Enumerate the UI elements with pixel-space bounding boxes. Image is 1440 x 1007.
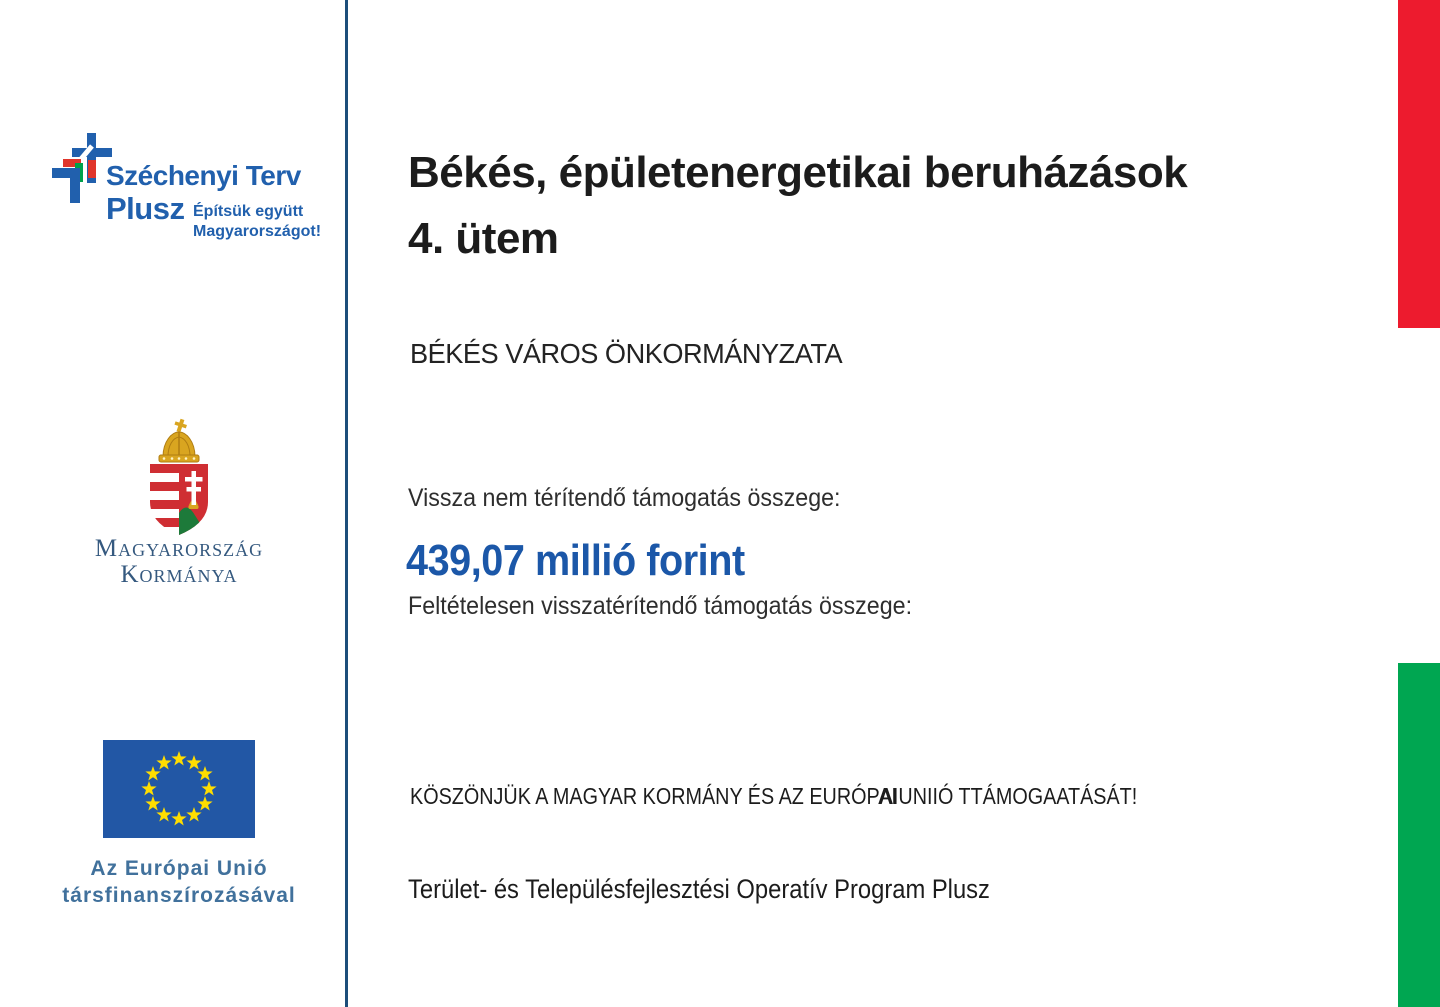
szechenyi-terv-wordmark: Széchenyi Terv xyxy=(106,160,301,191)
logo-red-vertical-bar xyxy=(88,160,96,178)
eu-cofinancing-label xyxy=(28,855,330,909)
hungary-coat-of-arms-icon xyxy=(146,417,212,537)
project-title xyxy=(408,140,1187,272)
right-edge-red-bar xyxy=(1398,0,1440,328)
grant-amount-label: Vissza nem térítendő támogatás összege: xyxy=(408,484,841,512)
government-label-line1: Magyarország xyxy=(94,535,264,562)
grant-amount-value: 439,07 millió forint xyxy=(406,536,745,585)
eu-label-line2: társfinanszírozásával xyxy=(62,884,296,907)
logo-blue-bracket-vertical xyxy=(70,168,80,203)
szechenyi-tagline xyxy=(193,202,321,242)
plusz-wordmark: Plusz xyxy=(106,191,185,226)
thanks-message xyxy=(410,783,1137,810)
government-label-line2: Kormánya xyxy=(120,561,238,588)
eu-flag-icon xyxy=(103,740,255,838)
program-name: Terület- és Településfejlesztési Operatív Program Plusz xyxy=(408,874,990,904)
thanks-message-part2: AIUNIIÓ TTÁMOGAATÁSÁT! xyxy=(879,783,1138,809)
tagline-line2: Magyarországot! xyxy=(193,223,322,240)
conditional-grant-label: Feltételesen visszatérítendő támogatás összege: xyxy=(408,592,913,620)
project-title-line1: Békés, épületenergetikai beruházások xyxy=(408,148,1188,197)
right-edge-green-bar xyxy=(1398,663,1440,1007)
government-label xyxy=(38,536,320,588)
vertical-divider-line xyxy=(345,0,348,1007)
tagline-line1: Építsük együtt xyxy=(193,203,304,220)
project-title-line2: 4. ütem xyxy=(408,214,559,263)
thanks-message-part1: KÖSZÖNJÜK A MAGYAR KORMÁNY ÉS AZ EURÓPAI xyxy=(410,783,897,809)
beneficiary-name: BÉKÉS VÁROS ÖNKORMÁNYZATA xyxy=(410,338,843,369)
eu-label-line1: Az Európai Unió xyxy=(90,857,268,880)
